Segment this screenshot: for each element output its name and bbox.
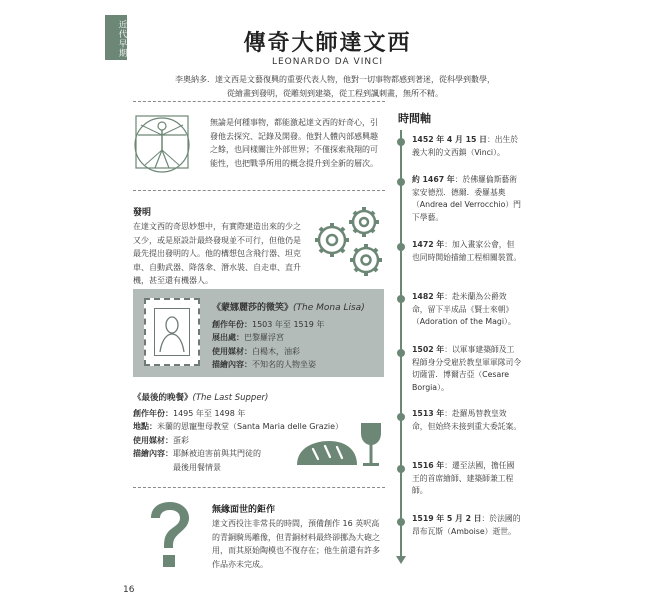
info-row: 創作年份：1503 年至 1519 年	[212, 319, 325, 329]
timeline-dot	[397, 413, 405, 421]
timeline-entry: 1452 年 4 月 15 日：出生於義大利的文西鎮（Vinci）。	[412, 135, 519, 157]
mona-lisa-info	[212, 302, 382, 372]
chapter-tab: 近代早期	[105, 15, 127, 60]
info-row: 使用媒材：白楊木，油彩	[212, 346, 300, 356]
intro-paragraph: 李奧納多．達文西是文藝復興的重要代表人物，他對一切事物都感到著迷，從科學到數學，從繪畫到發明，從雕刻到建築，從工程到諷刺畫，無所不精。	[175, 75, 495, 98]
timeline-dot	[397, 465, 405, 473]
info-row: 使用媒材：蛋彩	[133, 435, 189, 445]
vitruvian-man-icon	[133, 113, 193, 175]
timeline-arrow-icon	[396, 556, 406, 564]
section1-text: 無論是何種事物，都能激起達文西的好奇心，引發他去探究、記錄及開發。他對人體內部感興趣之餘，也同樣關注外部世界；不僅探索飛翔的可能性，也把戰爭所用的概念提升到全新的層次。	[210, 118, 378, 168]
info-row: 地點：米蘭的恩寵聖母教堂（Santa Maria delle Grazie）	[133, 422, 344, 431]
last-supper-title-en: (The Last Supper)	[192, 393, 269, 403]
gears-icon	[308, 204, 388, 280]
timeline-entry: 1482 年：赴米蘭為公爵效命，留下半成品《賢士來朝》（Adoration of the Magi）。	[412, 292, 516, 326]
timeline-dot	[397, 138, 405, 146]
timeline-dot	[397, 518, 405, 526]
info-row-continuation: 最後用餐情景	[173, 462, 221, 472]
timeline-entry: 1472 年：加入畫家公會，但也同時開始描繪工程相關裝置。	[412, 240, 522, 262]
mona-lisa-title: 《蒙娜麗莎的微笑》	[212, 303, 294, 313]
unfinished-text: 達文西投注非常長的時間，預備創作 16 英呎高的青銅騎馬雕像，但青銅材料最終卻挪為大砲之用，而其原始陶模也不復存在；他生前還有許多作品亦未完成。	[212, 519, 380, 569]
timeline-axis	[400, 130, 402, 558]
info-row: 描繪內容：不知名的人物坐姿	[212, 360, 316, 369]
timeline-entry: 約 1467 年：於佛羅倫斯藝術家安德烈．德爾．委羅基奧（Andrea del Verrocchio）門下學藝。	[412, 175, 521, 222]
mona-lisa-frame-icon	[144, 298, 200, 366]
divider	[133, 190, 385, 191]
page-title: 傳奇大師達文西	[243, 31, 412, 56]
timeline-dot	[397, 295, 405, 303]
mona-lisa-title-en: (The Mona Lisa)	[293, 303, 365, 313]
page-subtitle: LEONARDO DA VINCI	[271, 57, 384, 67]
info-row: 創作年份：1495 年至 1498 年	[133, 408, 246, 418]
page-number: 16	[123, 585, 135, 595]
unfinished-heading: 無緣面世的鉅作	[212, 505, 276, 515]
divider	[133, 487, 385, 488]
last-supper-title: 《最後的晚餐》	[133, 393, 193, 403]
question-mark-icon	[145, 500, 195, 572]
timeline-dot	[397, 243, 405, 251]
info-row: 展出處：巴黎羅浮宮	[212, 333, 284, 342]
inventions-text: 在達文西的奇思妙想中，有實際建造出來的少之又少，或是原設計最終發現並不可行，但他仍是最先提出發明的人。他的構想包含飛行器、坦克車、自動武器、降落傘、潛水裝、自走車、直升機，甚至還有機器人。	[133, 222, 301, 285]
timeline-dot	[397, 349, 405, 357]
timeline-title: 時間軸	[398, 112, 431, 125]
timeline-entry: 1519 年 5 月 2 日：於法國的昂布瓦斯（Amboise）逝世。	[412, 514, 521, 536]
timeline-entry: 1513 年：赴羅馬替教皇效命，但始終未接到重大委託案。	[412, 409, 522, 431]
bread-icon	[295, 437, 359, 471]
inventions-heading: 發明	[133, 208, 152, 218]
wine-glass-icon	[358, 421, 384, 469]
timeline-entry: 1502 年：以軍事建築師及工程師身分受雇於教皇軍軍隊司令切薩雷．博爾吉亞（Cesare Borgia）。	[412, 345, 522, 392]
timeline-entry: 1516 年：遷至法國，擔任國王的首席繪師、建築師兼工程師。	[412, 461, 515, 495]
info-row: 描繪內容：耶穌被迫害前與其門徒的	[133, 449, 261, 458]
divider	[133, 101, 385, 102]
timeline-dot	[397, 178, 405, 186]
